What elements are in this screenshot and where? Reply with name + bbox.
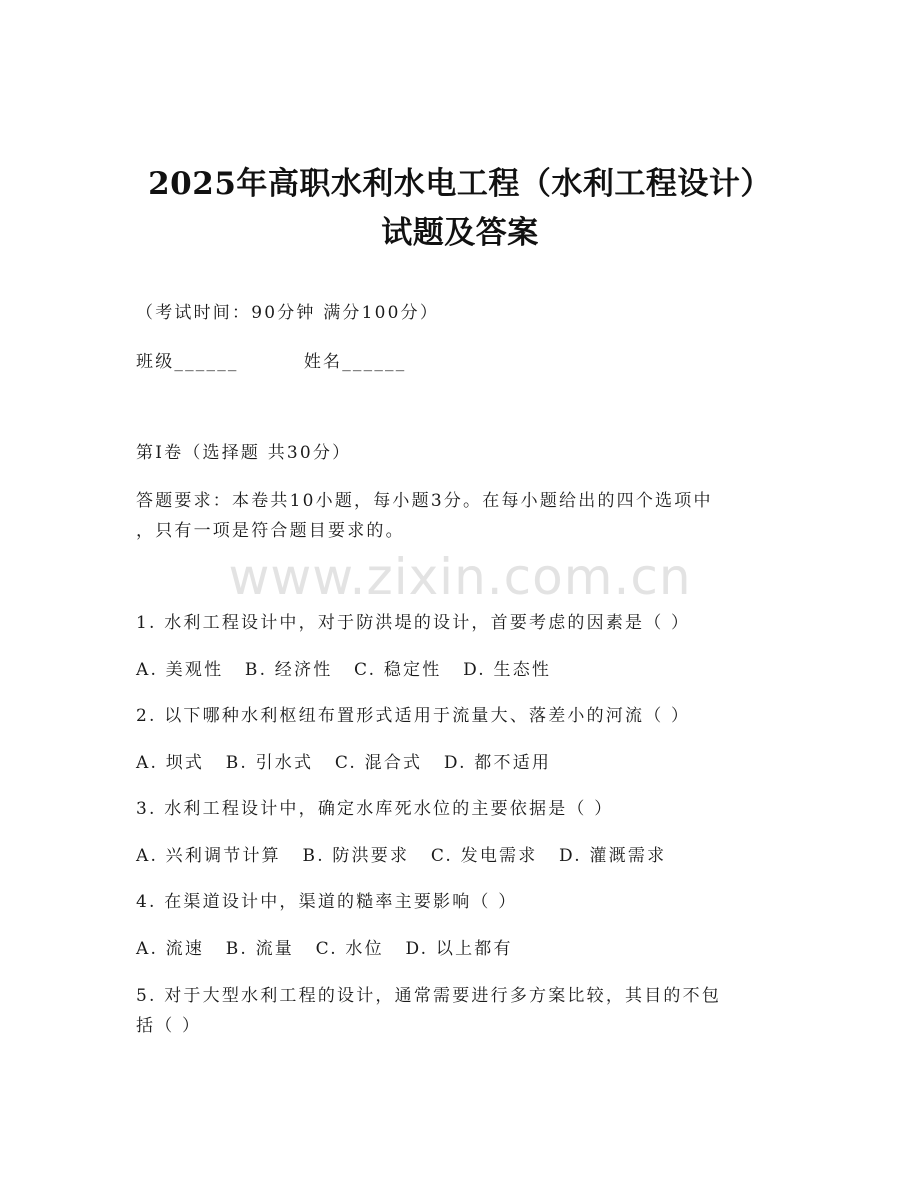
instructions-line1: 答题要求：本卷共10小题，每小题3分。在每小题给出的四个选项中 <box>136 491 713 511</box>
exam-info: （考试时间：90分钟 满分100分） <box>136 303 440 323</box>
document-title-line1: 2025年高职水利水电工程（水利工程设计） <box>148 166 772 202</box>
class-field-label: 班级______ <box>136 352 239 372</box>
option-c: C. 水位 <box>315 939 384 959</box>
option-c: C. 混合式 <box>334 753 423 773</box>
section-title: 第I卷（选择题 共30分） <box>136 443 352 463</box>
option-d: D. 以上都有 <box>405 939 513 959</box>
question-5-stem: 5. 对于大型水利工程的设计，通常需要进行多方案比较，其目的不包 <box>136 986 722 1006</box>
option-d: D. 都不适用 <box>443 753 552 773</box>
option-b: B. 经济性 <box>244 660 333 680</box>
name-field-label: 姓名______ <box>303 352 407 372</box>
option-a: A. 美观性 <box>136 660 224 680</box>
option-b: B. 流量 <box>225 939 295 959</box>
question-3-stem: 3. 水利工程设计中，确定水库死水位的主要依据是（ ） <box>136 799 614 819</box>
option-d: D. 生态性 <box>463 660 552 680</box>
question-4-stem: 4. 在渠道设计中，渠道的糙率主要影响（ ） <box>136 892 518 912</box>
option-c: C. 发电需求 <box>430 846 538 866</box>
option-b: B. 引水式 <box>225 753 314 773</box>
question-1-options <box>136 659 565 681</box>
option-a: A. 流速 <box>136 939 205 959</box>
option-a: A. 坝式 <box>136 753 205 773</box>
student-info-row <box>136 351 406 373</box>
watermark: www.zixin.com.cn <box>228 548 692 606</box>
question-1-stem: 1. 水利工程设计中，对于防洪堤的设计，首要考虑的因素是（ ） <box>136 613 691 633</box>
question-2-stem: 2. 以下哪种水利枢纽布置形式适用于流量大、落差小的河流（ ） <box>136 706 691 726</box>
option-a: A. 兴利调节计算 <box>136 846 281 866</box>
question-5-stem-line2: 括（ ） <box>136 1016 202 1036</box>
option-b: B. 防洪要求 <box>302 846 410 866</box>
question-2-options <box>136 752 565 774</box>
document-title-line2: 试题及答案 <box>381 215 539 251</box>
instructions-line2: ，只有一项是符合题目要求的。 <box>136 521 405 541</box>
option-d: D. 灌溉需求 <box>559 846 667 866</box>
question-4-options <box>136 938 527 960</box>
option-c: C. 稳定性 <box>354 660 442 680</box>
question-3-options <box>136 845 680 867</box>
